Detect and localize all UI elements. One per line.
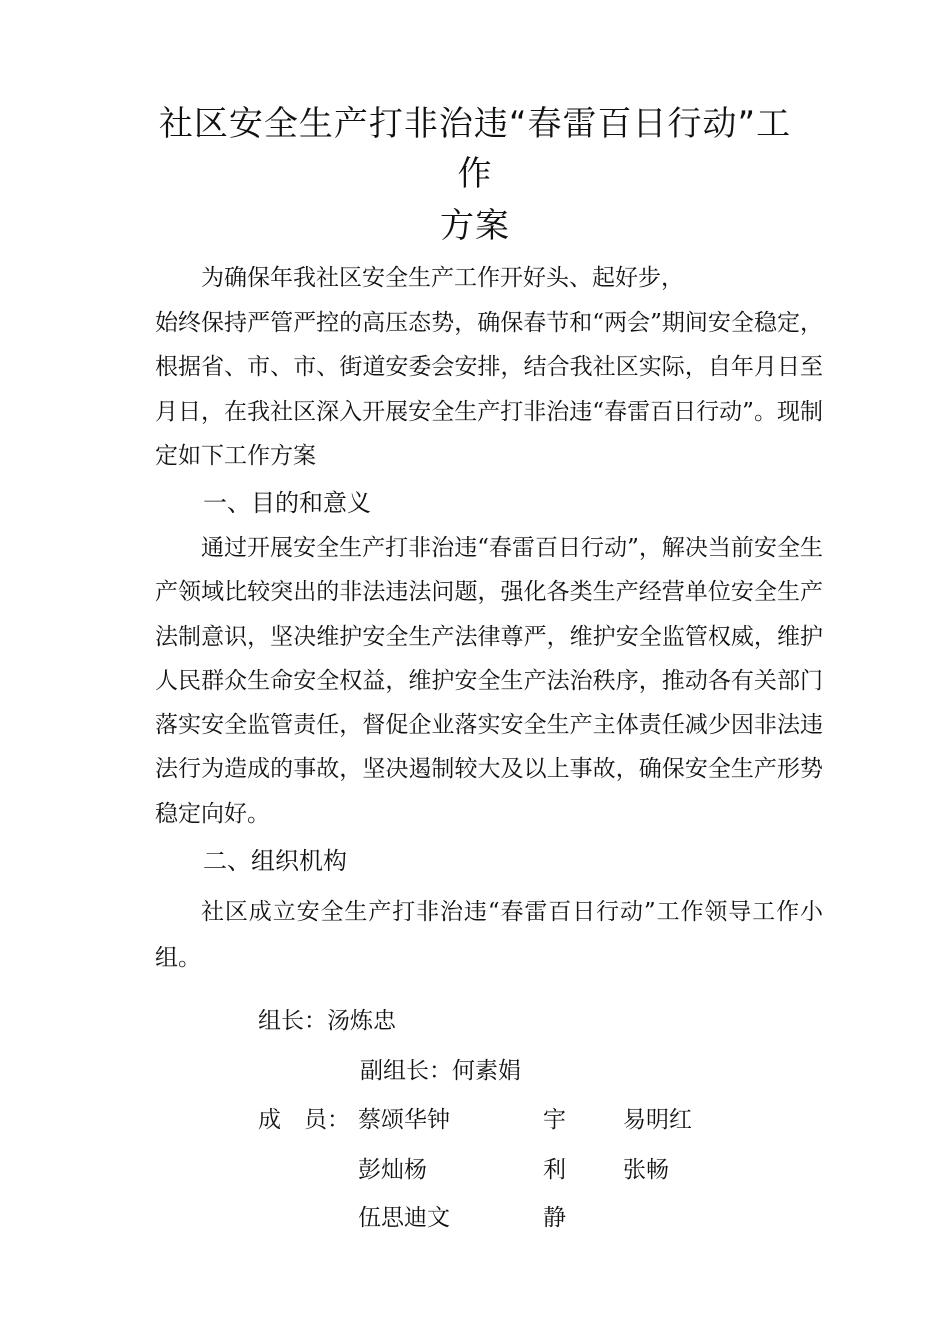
section-2-heading: 二、组织机构 bbox=[203, 847, 347, 875]
member-name: 宇 bbox=[543, 1107, 566, 1133]
intro-paragraph bbox=[155, 256, 823, 479]
member-name: 伍思迪文 bbox=[358, 1205, 450, 1231]
member-name: 易明红 bbox=[623, 1107, 692, 1133]
leader-line: 组长：汤炼忠 bbox=[258, 1008, 396, 1034]
section-1-paragraph: 通过开展安全生产打非治违“春雷百日行动”，解决当前安全生产领域比较突出的非法违法问题，强化各类生产经营单位安全生产法制意识，坚决维护安全生产法律尊严，维护安全监管权威，维护人民群众生命安全权益，维护安全生产法治秩序，推动各有关部门落实安全监管责任，督促企业落实安全生产主体责任减少因非法违法行为造成的事故，坚决遏制较大及以上事故，确保安全生产形势稳定向好。 bbox=[155, 535, 823, 827]
member-name: 彭灿杨 bbox=[358, 1157, 427, 1183]
member-name: 利 bbox=[543, 1157, 566, 1183]
deputy-leader-line: 副组长：何素娟 bbox=[360, 1058, 521, 1084]
member-name: 蔡颂华钟 bbox=[358, 1107, 450, 1133]
document-title-line-3: 方案 bbox=[440, 206, 510, 246]
member-name: 张畅 bbox=[623, 1157, 669, 1183]
document-title-line-2: 作 bbox=[457, 154, 493, 194]
member-name: 静 bbox=[543, 1205, 566, 1231]
section-1-heading: 一、目的和意义 bbox=[203, 489, 371, 517]
intro-remaining-text: 始终保持严管严控的高压态势，确保春节和“两会”期间安全稳定，根据省、市、市、街道安委会安排，结合我社区实际，自年月日至月日，在我社区深入开展安全生产打非治违“春雷百日行动”。现制定如下工作方案 bbox=[155, 309, 823, 469]
document-title-line-1: 社区安全生产打非治违“春雷百日行动”工 bbox=[158, 104, 792, 144]
intro-first-line: 为确保年我社区安全生产工作开好头、起好步， bbox=[201, 265, 684, 291]
members-label: 成 员： bbox=[258, 1107, 350, 1133]
section-2-paragraph: 社区成立安全生产打非治违“春雷百日行动”工作领导工作小组。 bbox=[155, 899, 823, 971]
